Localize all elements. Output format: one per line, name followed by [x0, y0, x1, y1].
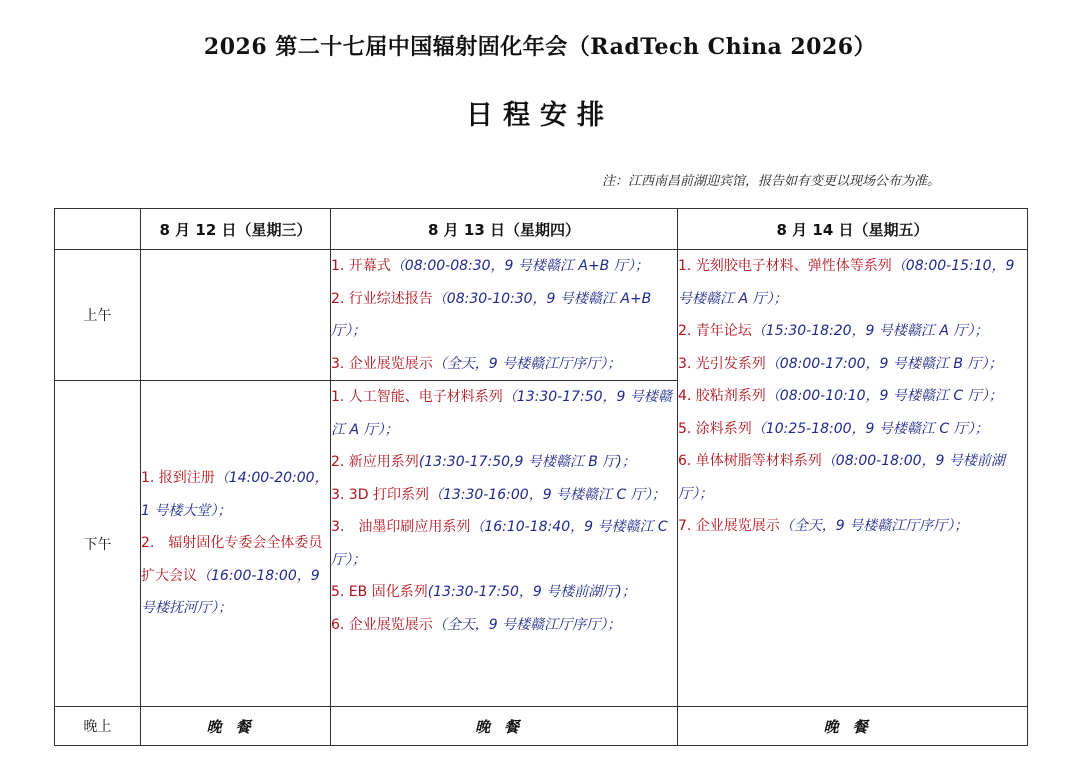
day-header-aug12: 8 月 12 日（星期三） — [141, 209, 331, 250]
schedule-item — [331, 283, 677, 348]
session-time-location: （全天，9 号楼赣江厅序厅）； — [779, 518, 969, 534]
header-row — [55, 209, 1028, 250]
session-name: 7. 企业展览展示 — [678, 518, 780, 534]
session-name: 2. 辐射固化专委会全体委员扩大会议 — [141, 535, 323, 584]
session-time-location: （16:00-18:00，9 号楼抚河厅）； — [141, 567, 320, 617]
schedule-item — [331, 250, 677, 283]
schedule-item — [678, 413, 1027, 446]
session-time-location: （08:00-15:10，9 号楼赣江 A 厅）； — [678, 258, 1015, 307]
session-time-location: （08:00-08:30，9 号楼赣江 A+B 厅）； — [390, 258, 649, 274]
session-name: 6. 单体树脂等材料系列 — [678, 453, 822, 469]
session-name: 1. 人工智能、电子材料系列 — [331, 389, 503, 405]
session-time-location: （13:30-16:00，9 号楼赣江 C 厅）； — [428, 486, 666, 503]
schedule-item — [331, 381, 677, 446]
schedule-item — [331, 479, 677, 512]
session-time-location: （全天，9 号楼赣江厅序厅）； — [432, 616, 622, 633]
aug12-dinner: 晚餐 — [141, 707, 331, 746]
corner-header — [55, 209, 141, 250]
day-header-aug14: 8 月 14 日（星期五） — [678, 209, 1028, 250]
session-time-location: （08:00-10:10，9 号楼赣江 C 厅）； — [765, 388, 1003, 404]
session-name: 6. 企业展览展示 — [331, 616, 433, 633]
session-name: 2. 青年论坛 — [678, 323, 752, 339]
session-time-location: (13:30-17:50，9 号楼前湖厅)； — [427, 584, 636, 600]
aug13-afternoon-cell — [331, 381, 678, 707]
session-time-location: （16:10-18:40，9 号楼赣江 C 厅）； — [331, 519, 668, 568]
session-name: 3. 3D 打印系列 — [331, 486, 429, 503]
aug14-dinner: 晚餐 — [678, 707, 1028, 746]
session-time-location: （全天，9 号楼赣江厅序厅）； — [432, 355, 622, 372]
schedule-item — [331, 446, 677, 479]
session-name: 5. 涂料系列 — [678, 420, 752, 437]
venue-note: 注：江西南昌前湖迎宾馆，报告如有变更以现场公布为准。 — [601, 174, 940, 189]
row-label-afternoon: 下午 — [55, 381, 141, 707]
row-label-morning: 上午 — [55, 250, 141, 381]
schedule-item — [331, 576, 677, 609]
session-time-location: (13:30-17:50,9 号楼赣江 B 厅)； — [418, 454, 636, 470]
session-time-location: （10:25-18:00，9 号楼赣江 C 厅）； — [751, 420, 989, 437]
session-name: 2. 新应用系列 — [331, 454, 419, 470]
evening-row — [55, 707, 1028, 746]
aug13-dinner: 晚餐 — [331, 707, 678, 746]
aug14-allday-cell — [678, 250, 1028, 707]
morning-row — [55, 250, 1028, 381]
session-time-location: （13:30-17:50，9 号楼赣江 A 厅）； — [331, 389, 672, 438]
session-time-location: （15:30-18:20，9 号楼赣江 A 厅）； — [751, 323, 989, 339]
schedule-item — [141, 527, 330, 625]
schedule-table — [54, 208, 1028, 746]
session-name: 2. 行业综述报告 — [331, 290, 433, 307]
session-name: 1. 开幕式 — [331, 258, 391, 274]
schedule-item — [678, 510, 1027, 543]
page-title: 2026 第二十七届中国辐射固化年会（RadTech China 2026） — [203, 34, 877, 60]
session-name: 1. 光刻胶电子材料、弹性体等系列 — [678, 258, 892, 274]
schedule-item — [331, 511, 677, 576]
schedule-item — [678, 445, 1027, 510]
aug12-afternoon-cell — [141, 381, 331, 707]
day-header-aug13: 8 月 13 日（星期四） — [331, 209, 678, 250]
schedule-item — [331, 348, 677, 381]
schedule-item — [678, 315, 1027, 348]
schedule-item — [141, 462, 330, 527]
session-name: 3. 光引发系列 — [678, 355, 766, 372]
row-label-evening: 晚上 — [55, 707, 141, 746]
session-name: 1. 报到注册 — [141, 470, 215, 487]
session-time-location: （08:00-17:00，9 号楼赣江 B 厅）； — [765, 355, 1003, 372]
schedule-item — [331, 609, 677, 642]
page-subtitle: 日程安排 — [466, 100, 614, 131]
session-time-location: （08:30-10:30，9 号楼赣江 A+B 厅）； — [331, 290, 652, 339]
session-name: 3. 企业展览展示 — [331, 355, 433, 372]
session-name: 5. EB 固化系列 — [331, 584, 428, 600]
aug13-morning-cell — [331, 250, 678, 381]
schedule-item — [678, 250, 1027, 315]
aug12-morning-cell — [141, 250, 331, 381]
session-time-location: （14:00-20:00，1 号楼大堂）； — [141, 470, 329, 519]
session-time-location: （08:00-18:00，9 号楼前湖厅）； — [678, 453, 1005, 502]
session-name: 4. 胶粘剂系列 — [678, 388, 766, 404]
session-name: 3. 油墨印刷应用系列 — [331, 519, 471, 535]
schedule-item — [678, 380, 1027, 413]
schedule-item — [678, 348, 1027, 381]
